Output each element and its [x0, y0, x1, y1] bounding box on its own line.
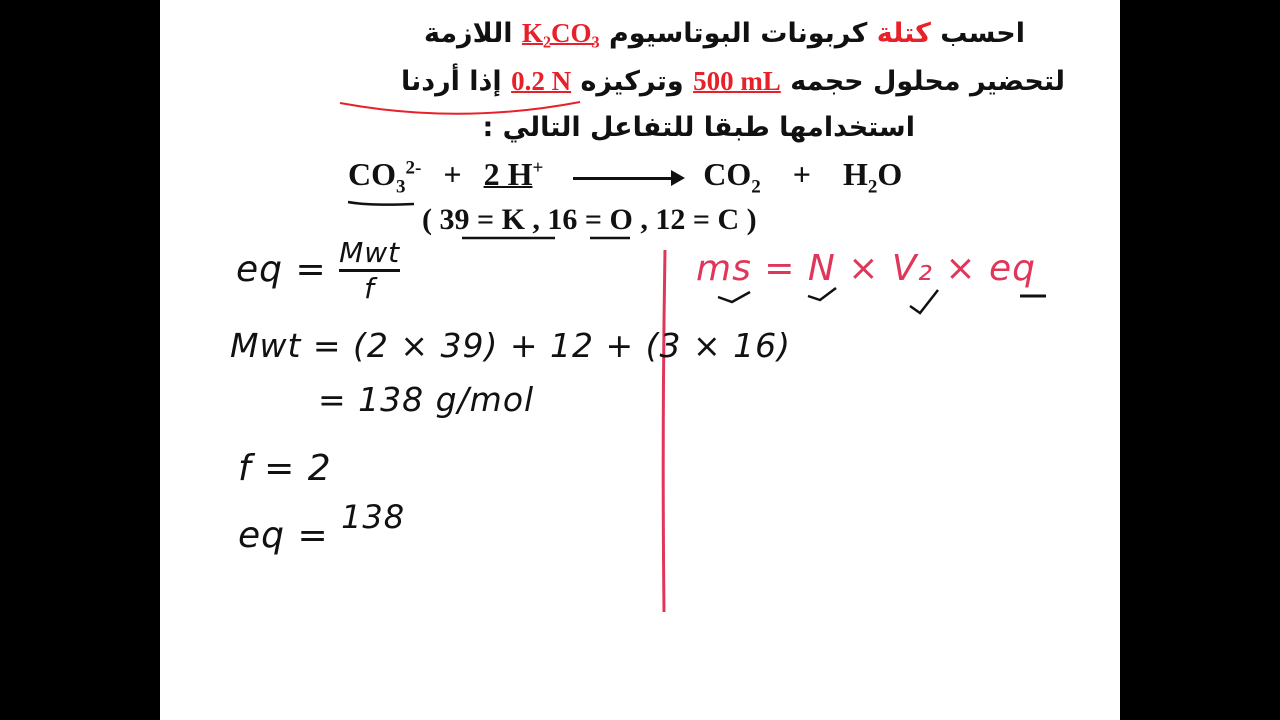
work-mwt-calc: Mwt = (2 × 39) + 12 + (3 × 16) [230, 326, 792, 365]
work-mwt-result: = 138 g/mol [318, 380, 535, 419]
product-co2: CO [703, 156, 752, 192]
work-mass-formula: ms = N × V₂ × eq [696, 248, 1036, 289]
reaction-equation: $CO_3^{2-} + 2$ H+ $CO_2 + H_2O$ [348, 156, 903, 198]
q2-volume: 500 mL [693, 66, 781, 96]
work-f-value: f = 2 [238, 448, 332, 489]
reactant-hydrogen: 2 H [483, 156, 533, 192]
q1-highlight-mass: كتلة [876, 18, 931, 49]
eq-fraction: $\frac{\text{Mwt}}{f}$ [339, 236, 401, 306]
slide [160, 0, 1120, 720]
reactant-carbonate: CO [348, 156, 396, 192]
q2-text-a: لتحضير محلول حجمه [780, 66, 1065, 97]
work-eq-value: eq = 138 [238, 498, 406, 556]
q2-text-c: إذا أردنا [400, 66, 512, 97]
q1-text-a: احسب [930, 18, 1025, 49]
q1-text-b: كربونات البوتاسيوم [599, 18, 877, 49]
q1-formula: K₂CO₃ [521, 18, 600, 48]
product-water: H [843, 156, 868, 192]
atomic-masses: ( 39 = K , 16 = O , 12 = C ) [422, 203, 757, 236]
q1-text-c: اللازمة [423, 18, 522, 49]
q2-text-b: وتركيزه [571, 66, 694, 97]
divider-line [663, 250, 665, 612]
q3-text: استخدامها طبقا للتفاعل التالي : [482, 112, 915, 143]
q2-concentration: 0.2 N [511, 66, 572, 96]
work-eq-definition: eq = $\frac{\text{Mwt}}{f}$ [236, 236, 401, 306]
eq-value-fraction: 138 [341, 498, 406, 536]
